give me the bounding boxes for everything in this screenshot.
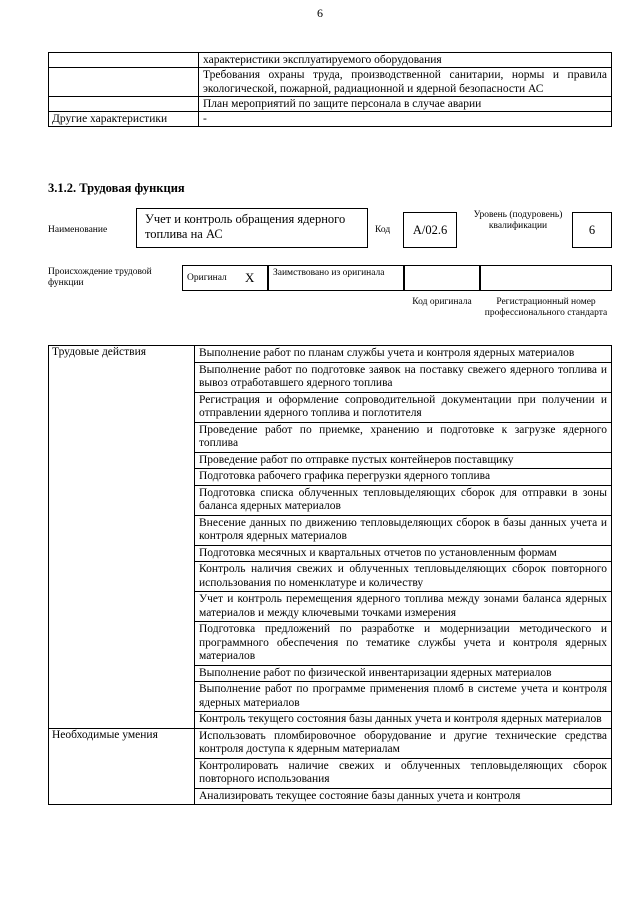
group-item: Регистрация и оформление сопроводительной документации при получении и отправлении ядерного топлива и поглотителя xyxy=(195,392,612,422)
group-item: Подготовка рабочего графика перегрузки ядерного топлива xyxy=(195,469,612,486)
row-text: Требования охраны труда, производственной санитарии, нормы и правила экологической, пожарной, радиационной и ядерной безопасности АС xyxy=(199,68,612,97)
level-box: 6 xyxy=(572,212,612,248)
row-label xyxy=(49,53,199,68)
row-label xyxy=(49,97,199,112)
group-item: Проведение работ по приемке, хранению и подготовке к загрузке ядерного топлива xyxy=(195,422,612,452)
row-text: - xyxy=(199,112,612,127)
code-label: Код xyxy=(375,225,391,235)
code-original-label: Код оригинала xyxy=(412,297,472,307)
row-label xyxy=(49,68,199,97)
code-box: А/02.6 xyxy=(403,212,457,248)
table-row xyxy=(49,112,612,127)
function-name-box: Учет и контроль обращения ядерного топлива на АС xyxy=(136,208,368,248)
page-number: 6 xyxy=(317,6,323,20)
group-label: Необходимые умения xyxy=(49,728,195,805)
group-item: Выполнение работ по планам службы учета и контроля ядерных материалов xyxy=(195,346,612,363)
group-item: Подготовка списка облученных тепловыделяющих сборок для отправки в зоны баланса ядерных материалов xyxy=(195,485,612,515)
group-item: Анализировать текущее состояние базы данных учета и контроля xyxy=(195,788,612,805)
group-label: Трудовые действия xyxy=(49,346,195,729)
original-cell xyxy=(182,265,268,291)
table-row xyxy=(49,53,612,68)
table-row xyxy=(49,68,612,97)
row-text: План мероприятий по защите персонала в случае аварии xyxy=(199,97,612,112)
group-item: Подготовка месячных и квартальных отчетов по установленным формам xyxy=(195,545,612,562)
borrowed-cell: Заимствовано из оригинала xyxy=(268,265,404,291)
original-label: Оригинал xyxy=(187,272,227,283)
group-item: Проведение работ по отправке пустых контейнеров поставщику xyxy=(195,452,612,469)
group-item: Контроль наличия свежих и облученных тепловыделяющих сборок повторного использования по номенклатуре и количеству xyxy=(195,562,612,592)
code-original-cell xyxy=(404,265,480,291)
group-item: Внесение данных по движению тепловыделяющих сборок в базы данных учета и контроля ядерных материалов xyxy=(195,515,612,545)
group-item: Выполнение работ по подготовке заявок на поставку свежего ядерного топлива и вывоз отработавшего ядерного топлива xyxy=(195,362,612,392)
group-item: Выполнение работ по программе применения пломб в системе учета и контроля ядерных материалов xyxy=(195,682,612,712)
group-item: Контроль текущего состояния базы данных учета и контроля ядерных материалов xyxy=(195,712,612,729)
section-title: 3.1.2. Трудовая функция xyxy=(48,181,185,195)
row-label: Другие характеристики xyxy=(49,112,199,127)
function-details-table xyxy=(48,345,612,805)
table-row xyxy=(49,728,612,758)
original-mark: Х xyxy=(245,270,255,285)
reg-number-cell xyxy=(480,265,612,291)
group-item: Подготовка предложений по разработке и модернизации методического и программного обеспечения по тематике службы учета и контроля ядерных материалов xyxy=(195,622,612,666)
group-item: Выполнение работ по физической инвентаризации ядерных материалов xyxy=(195,665,612,682)
continuation-table xyxy=(48,52,612,127)
table-row xyxy=(49,346,612,363)
name-label: Наименование xyxy=(48,225,108,235)
origin-label: Происхождение трудовой функции xyxy=(48,267,152,288)
level-label: Уровень (подуровень) квалификации xyxy=(473,210,563,231)
row-text: характеристики эксплуатируемого оборудования xyxy=(199,53,612,68)
group-item: Контролировать наличие свежих и облученных тепловыделяющих сборок повторного использования xyxy=(195,758,612,788)
group-item: Использовать пломбировочное оборудование и другие технические средства контроля доступа к ядерным материалам xyxy=(195,728,612,758)
group-item: Учет и контроль перемещения ядерного топлива между зонами баланса ядерных материалов и между ключевыми точками измерения xyxy=(195,592,612,622)
table-row xyxy=(49,97,612,112)
reg-number-label: Регистрационный номер профессионального стандарта xyxy=(484,297,608,318)
